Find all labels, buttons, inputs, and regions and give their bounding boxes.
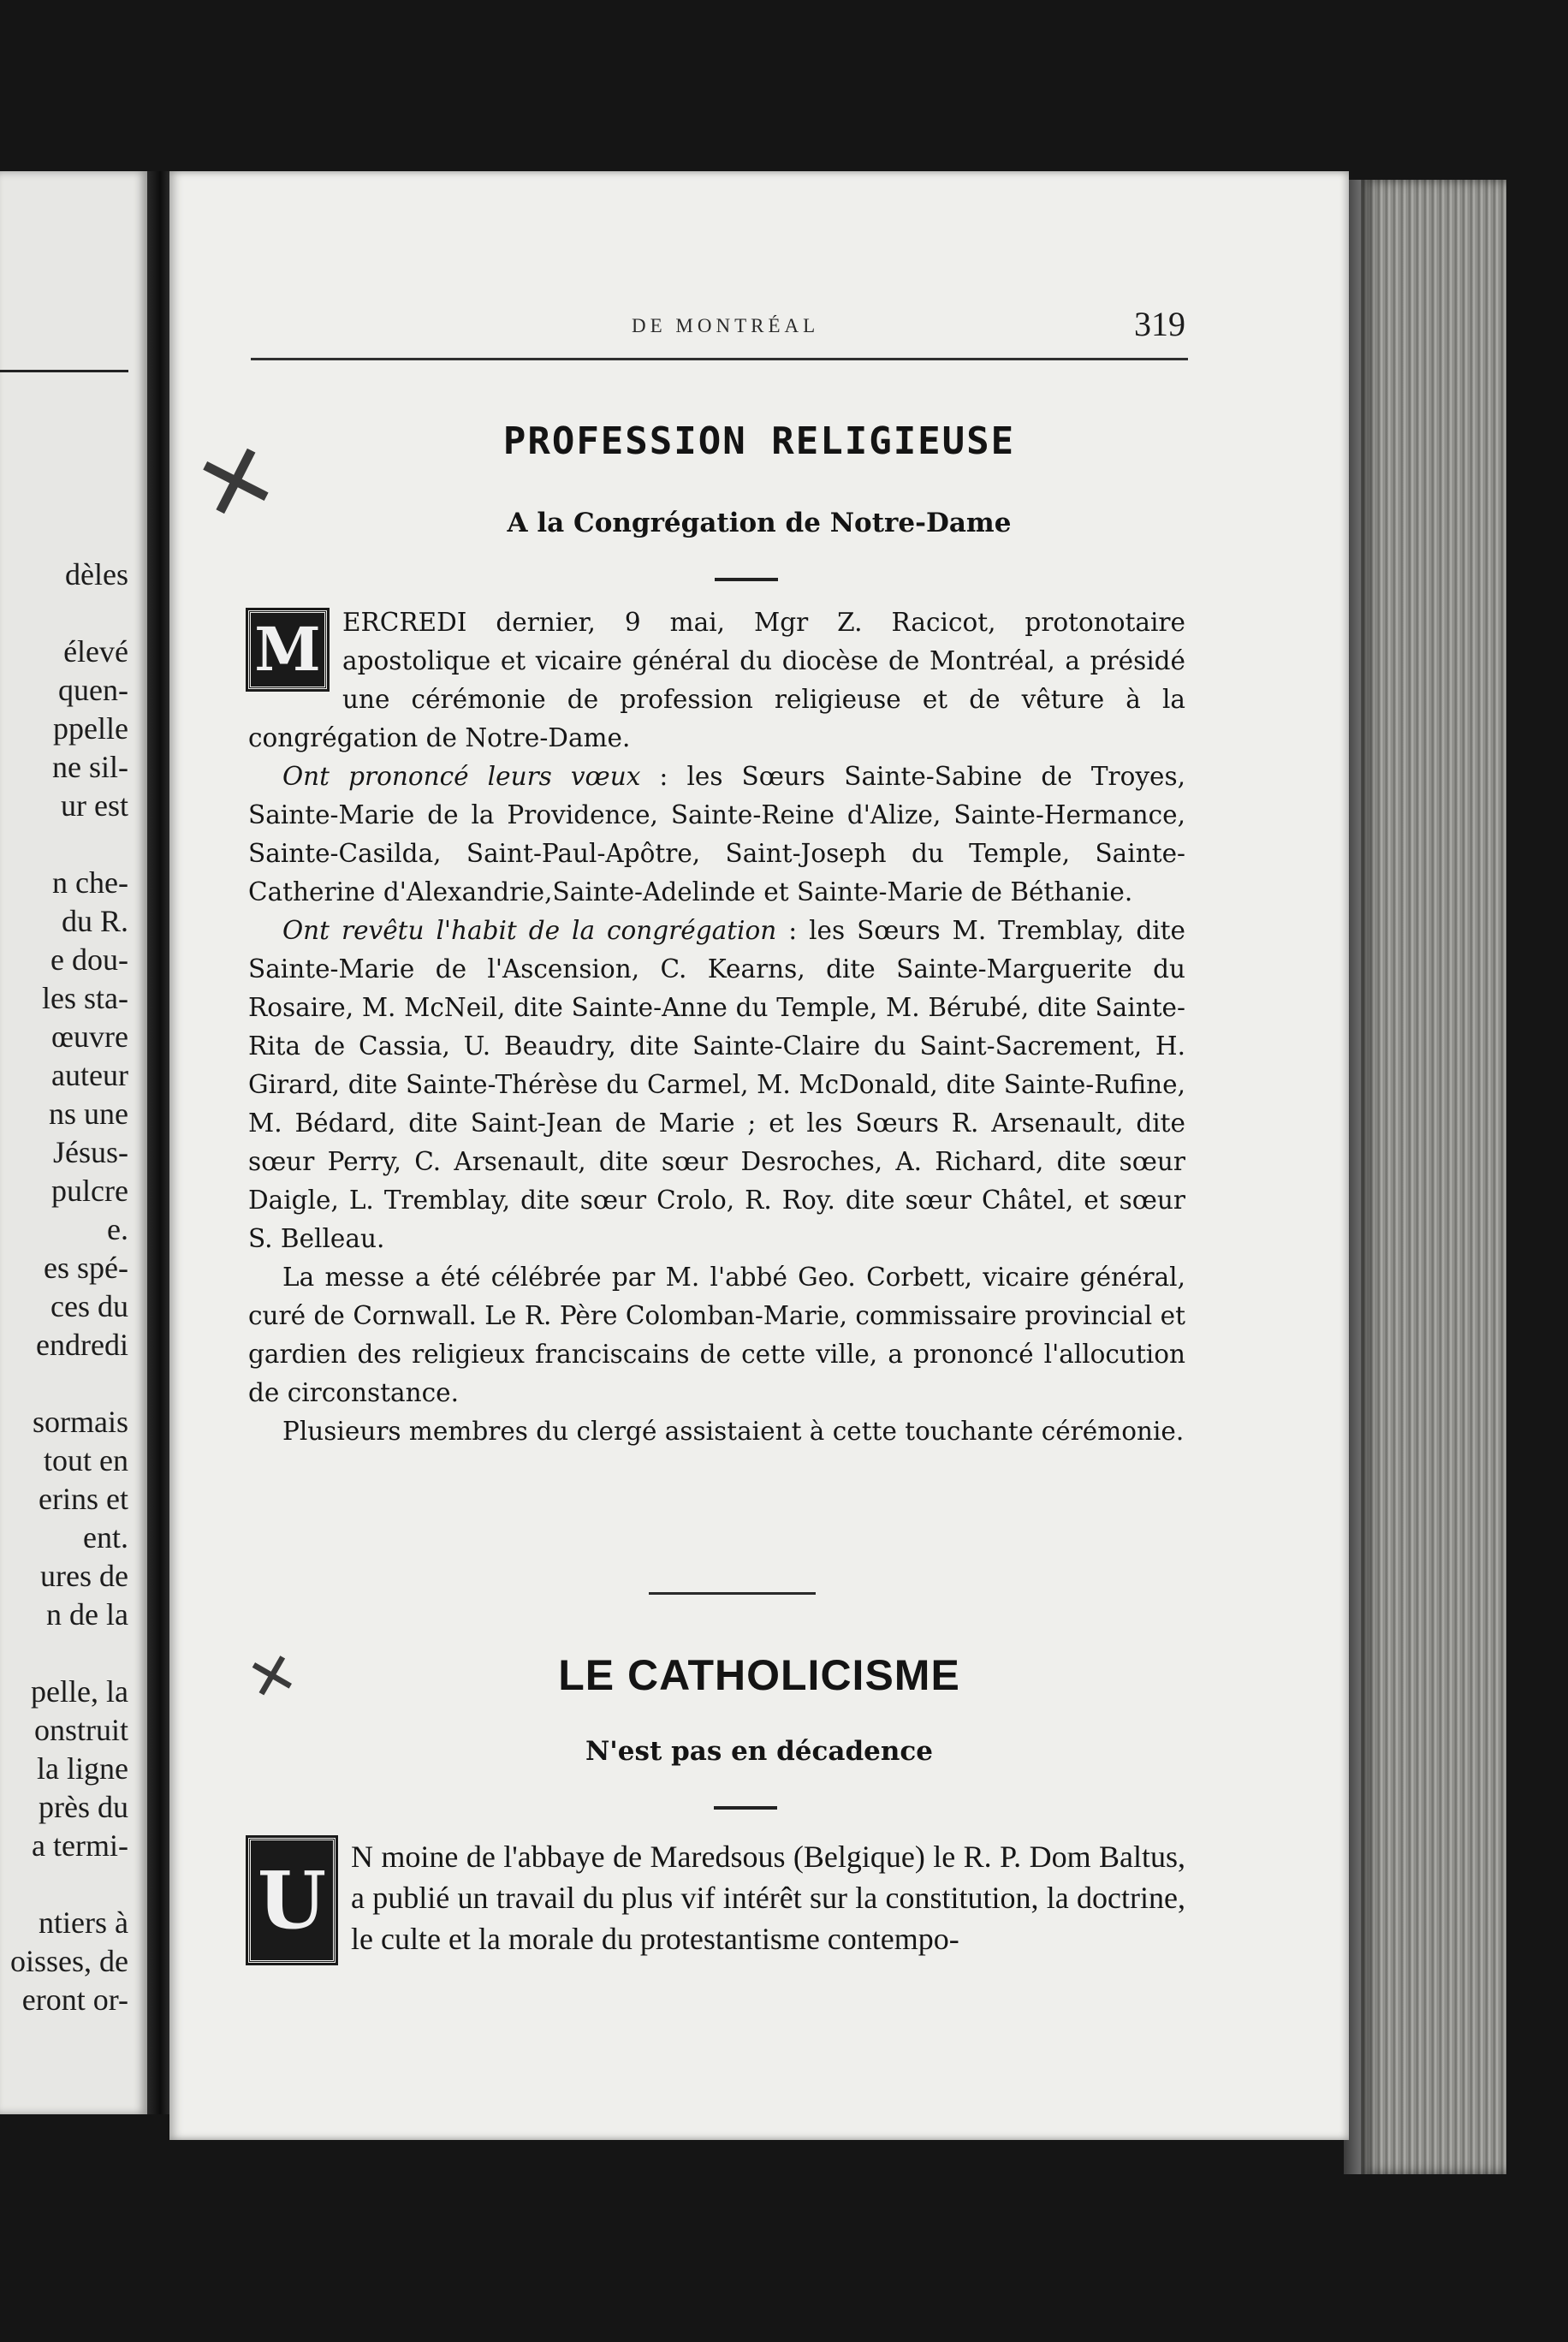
- italic-lead: Ont revêtu l'habit de la congrégation: [282, 916, 777, 945]
- title-separator: [714, 1806, 777, 1810]
- margin-cross-mark: ✕: [240, 1638, 306, 1717]
- previous-page-line: endredi: [36, 1328, 128, 1362]
- paragraph: [248, 1836, 1185, 1959]
- previous-page-line: œuvre: [51, 1019, 128, 1054]
- previous-page-line: ne sil-: [52, 750, 128, 784]
- previous-page-line: es spé-: [44, 1251, 128, 1285]
- previous-page-line: onstruit: [33, 1713, 128, 1747]
- paragraph: [248, 912, 1185, 1258]
- previous-page-line: ures de: [40, 1559, 128, 1593]
- drop-cap: M: [248, 610, 327, 689]
- previous-page-line: e.: [107, 1212, 128, 1246]
- paragraph-text: La messe a été célébrée par M. l'abbé Geo. Corbett, vicaire général, curé de Cornwall. Le R. Père Colomban-Marie, commissaire provincial et gardien des religieux franciscains de cette ville, a prononcé l'allocution de circonstance.: [248, 1263, 1185, 1407]
- previous-page-line: dèles: [65, 557, 128, 591]
- paragraph-text: N moine de l'abbaye de Maredsous (Belgique) le R. P. Dom Baltus, a publié un travail du plus vif intérêt sur la constitution, la doctrine, le culte et la morale du protestantisme contempo-: [351, 1840, 1185, 1956]
- previous-page-line: n de la: [46, 1597, 128, 1632]
- previous-page-line: auteur: [51, 1058, 128, 1092]
- drop-cap: U: [248, 1838, 336, 1963]
- previous-page-rule: [0, 370, 128, 372]
- italic-lead: Ont prononcé leurs vœux: [282, 762, 641, 791]
- article-subtitle: N'est pas en décadence: [585, 1736, 934, 1767]
- previous-page-line: quen-: [58, 673, 128, 707]
- page-319: [169, 171, 1349, 2140]
- previous-page-line: e dou-: [50, 942, 128, 977]
- previous-page-line: tout en: [44, 1443, 128, 1477]
- book-page-edges: [1361, 180, 1506, 2174]
- previous-page-line: ppelle: [53, 711, 128, 746]
- header-rule: [251, 358, 1188, 360]
- article-title: PROFESSION RELIGIEUSE: [502, 419, 1016, 463]
- previous-page-line: a termi-: [32, 1828, 128, 1863]
- paragraph: [248, 1258, 1185, 1412]
- previous-page-line: du R.: [61, 904, 128, 938]
- article-title: LE CATHOLICISME: [558, 1651, 960, 1699]
- page-number: 319: [1134, 305, 1185, 343]
- previous-page-line: eront or-: [21, 1982, 128, 2017]
- paragraph-text: Plusieurs membres du clergé assistaient à cette touchante cérémonie.: [282, 1417, 1185, 1446]
- previous-page-line: près du: [39, 1790, 128, 1824]
- paragraph: [248, 758, 1185, 912]
- paragraph-text: : les Sœurs Sainte-Sabine de Troyes, Sainte-Marie de la Providence, Sainte-Reine d'Alize, Sainte-Hermance, Sainte-Casilda, Saint-Paul-Apôtre, Saint-Joseph du Temple, Sainte-Catherine d'Alexandrie,Sainte-Adelinde et Sainte-Marie de Béthanie.: [248, 762, 1185, 906]
- previous-page-line: n che-: [52, 865, 128, 900]
- previous-page-line: Jésus-: [53, 1135, 128, 1169]
- margin-cross-mark: ✕: [181, 418, 291, 548]
- previous-page-line: ur est: [61, 788, 128, 823]
- previous-page-line: ent.: [83, 1520, 128, 1554]
- paragraph: [248, 603, 1185, 758]
- previous-page-line: ces du: [50, 1289, 128, 1323]
- paragraph-text: ERCREDI dernier, 9 mai, Mgr Z. Racicot, protonotaire apostolique et vicaire général du diocèse de Montréal, a présidé une cérémonie de profession religieuse et de vêture à la congrégation de Notre-Dame.: [248, 608, 1185, 752]
- previous-page-line: pulcre: [51, 1174, 128, 1208]
- paragraph-text: : les Sœurs M. Tremblay, dite Sainte-Marie de l'Ascension, C. Kearns, dite Sainte-Marguerite du Rosaire, M. McNeil, dite Sainte-Anne du Temple, M. Bérubé, dite Sainte-Rita de Cassia, U. Beaudry, dite Sainte-Claire du Saint-Sacrement, H. Girard, dite Sainte-Thérèse du Carmel, M. McDonald, dite Sainte-Rufine, M. Bédard, dite Saint-Jean de Marie ; et les Sœurs R. Arsenault, dite sœur Perry, C. Arsenault, dite sœur Desroches, A. Richard, dite sœur Daigle, L. Tremblay, dite sœur Crolo, R. Roy. dite sœur Châtel, et sœur S. Belleau.: [248, 916, 1185, 1253]
- title-separator: [715, 578, 778, 581]
- previous-page: [0, 171, 147, 2114]
- running-head: DE MONTRÉAL: [632, 315, 820, 336]
- article-subtitle: A la Congrégation de Notre-Dame: [507, 508, 1012, 538]
- previous-page-line: oisses, de: [10, 1944, 128, 1978]
- previous-page-line: pelle, la: [31, 1674, 128, 1709]
- article-body: [248, 603, 1185, 1451]
- paragraph: [248, 1412, 1185, 1451]
- previous-page-line: ntiers à: [39, 1905, 128, 1940]
- previous-page-line: les sta-: [42, 981, 128, 1015]
- previous-page-line: sormais: [33, 1405, 128, 1439]
- previous-page-line: élevé: [63, 634, 128, 669]
- section-separator: [649, 1592, 816, 1595]
- article-body: [248, 1836, 1185, 1963]
- previous-page-line: erins et: [39, 1482, 128, 1516]
- previous-page-line: ns une: [49, 1097, 128, 1131]
- previous-page-line: la ligne: [37, 1751, 128, 1786]
